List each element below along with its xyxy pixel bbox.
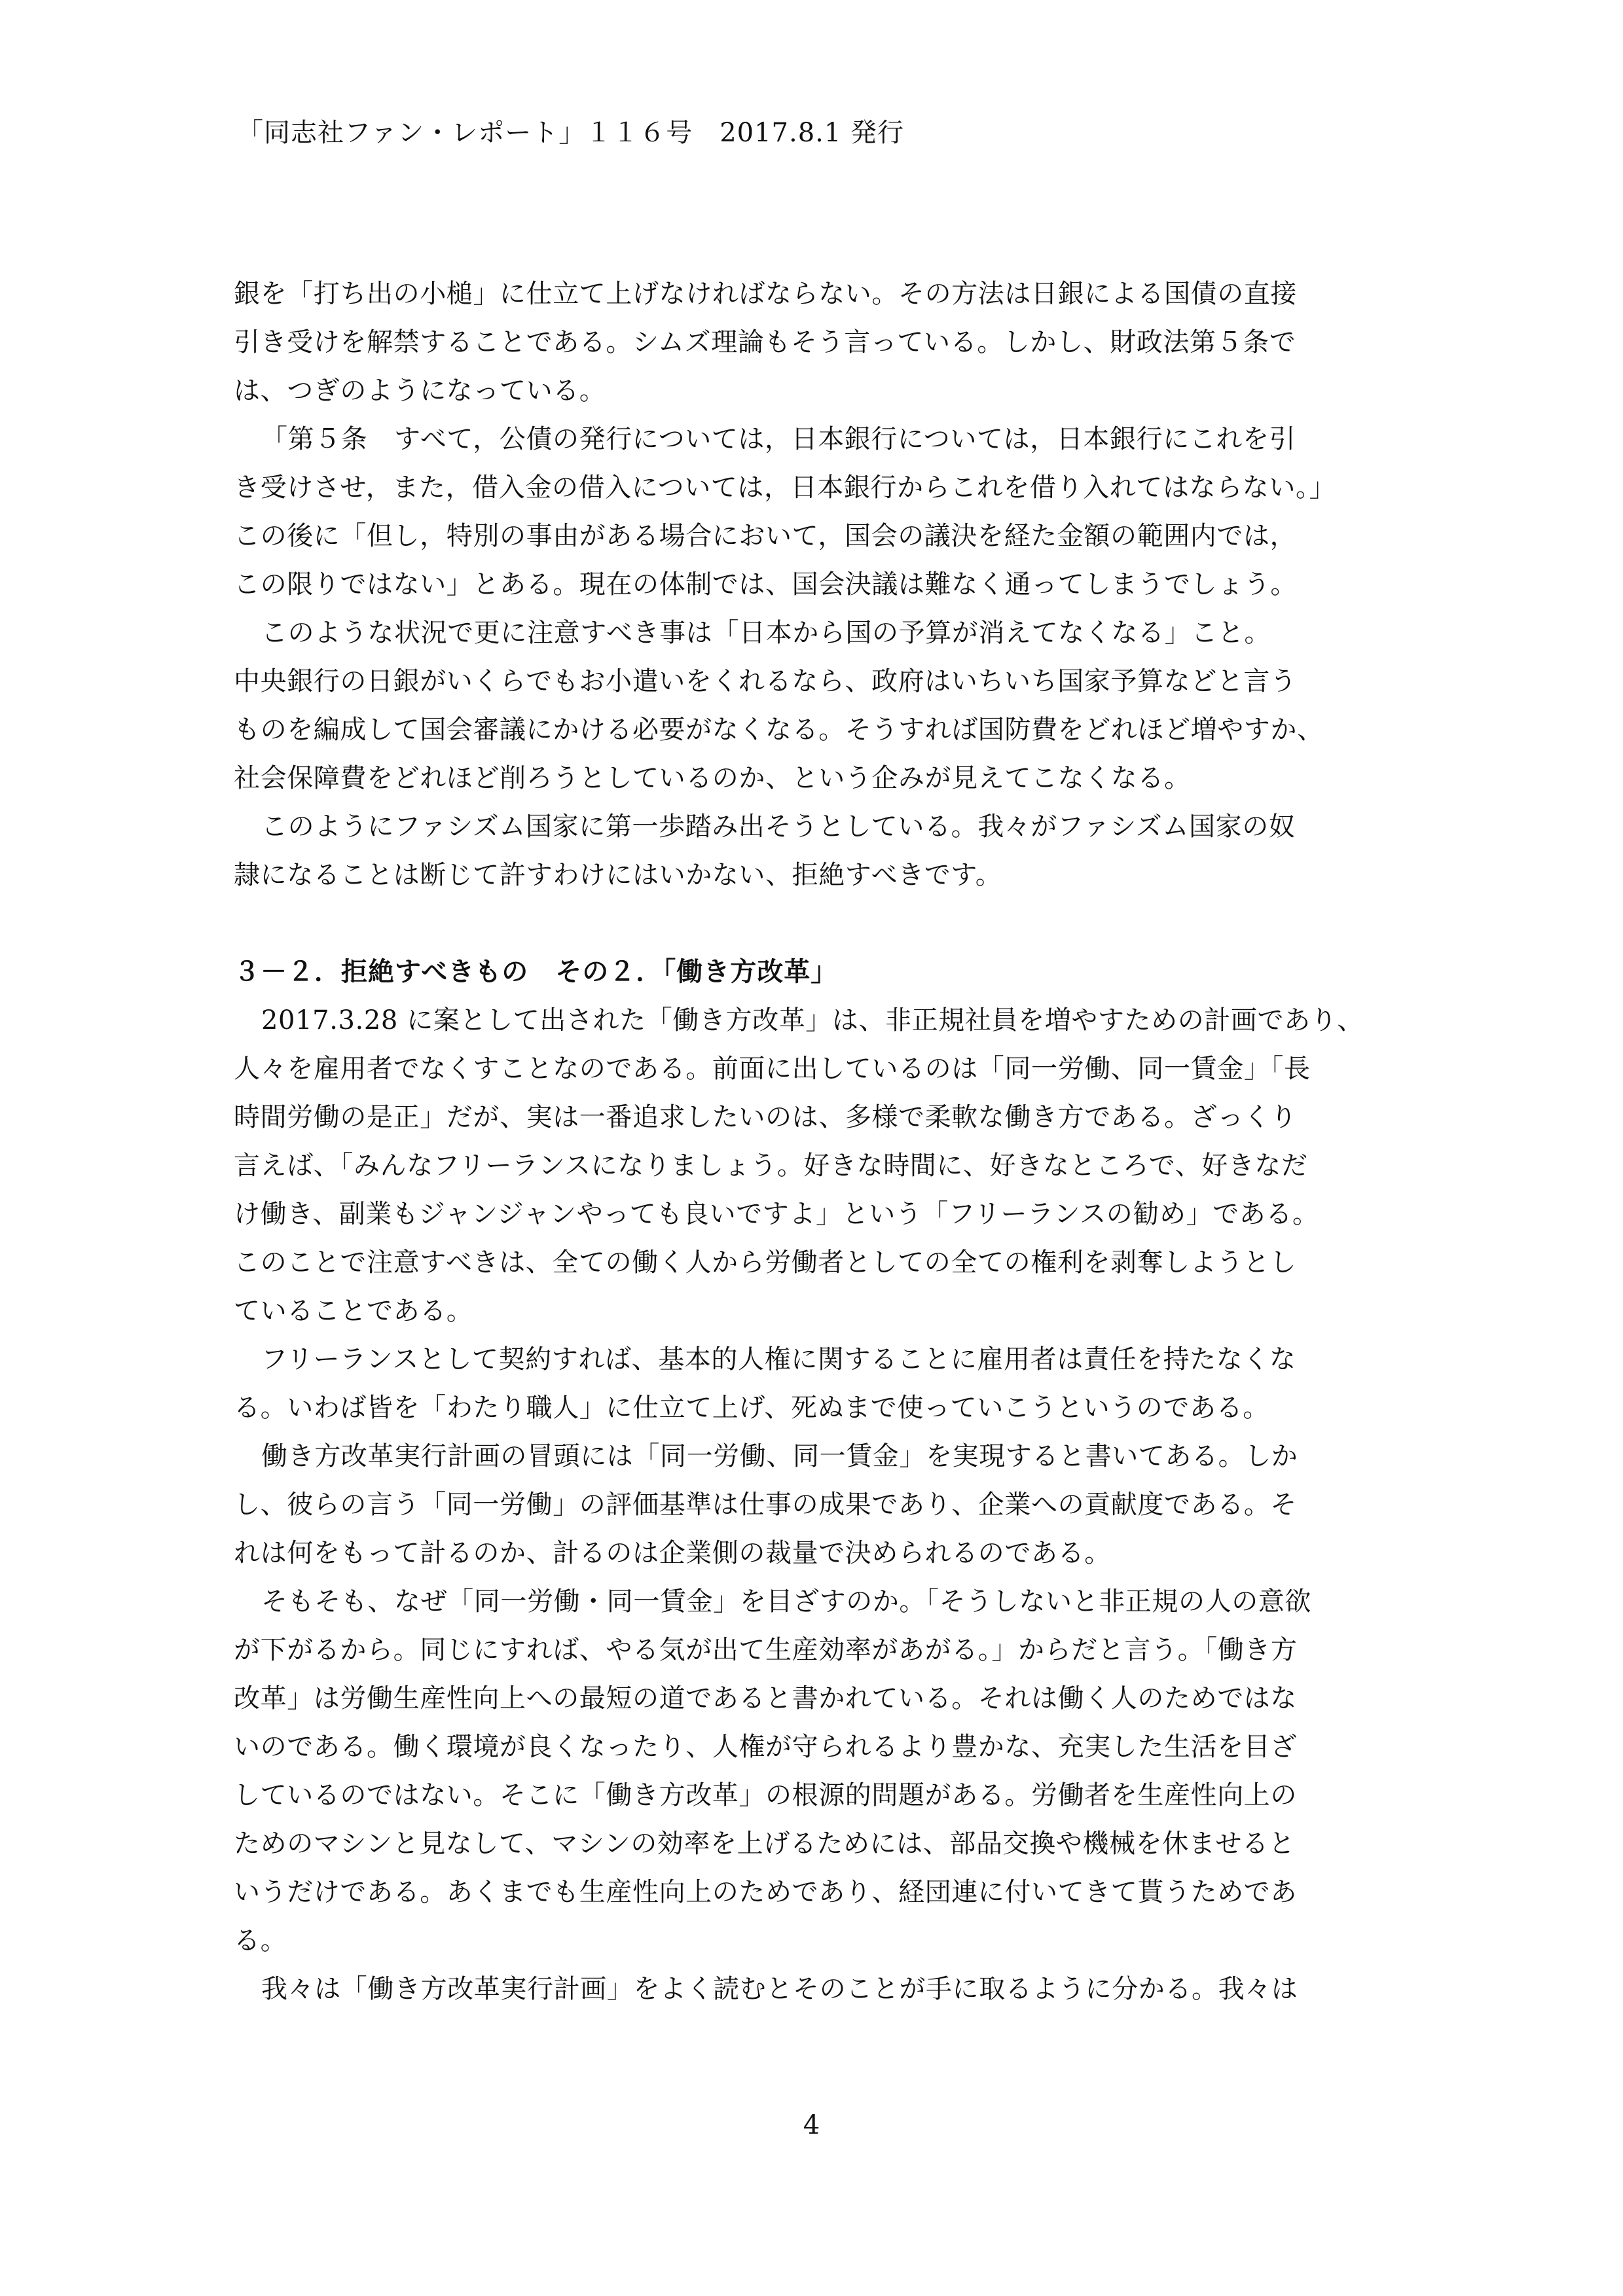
text-line: 改革」は労働生産性向上への最短の道であると書かれている。それは働く人のためではな <box>234 1683 1297 1713</box>
text-line: いうだけである。あくまでも生産性向上のためであり、経団連に付いてきて貰うためであ <box>234 1877 1297 1907</box>
text-line: ためのマシンと見なして、マシンの効率を上げるためには、部品交換や機械を休ませると <box>234 1829 1296 1859</box>
text-line: この後に「但し，特別の事由がある場合において，国会の議決を経た金額の範囲内では， <box>234 521 1297 551</box>
text-line: れは何をもって計るのか、計るのは企業側の裁量で決められるのである。 <box>234 1538 1111 1568</box>
text-line: フリーランスとして契約すれば、基本的人権に関することに雇用者は責任を持たなくな <box>261 1344 1296 1374</box>
text-line: このような状況で更に注意すべき事は「日本から国の予算が消えてなくなる」こと。 <box>261 618 1271 648</box>
text-line: け働き、副業もジャンジャンやっても良いですよ」という「フリーランスの勧め」である。 <box>234 1199 1319 1229</box>
text-line: この限りではない」とある。現在の体制では、国会決議は難なく通ってしまうでしょう。 <box>234 569 1297 600</box>
text-line: このことで注意すべきは、全ての働く人から労働者としての全ての権利を剥奪しようとし <box>234 1247 1297 1278</box>
quoted-law-line: 「第５条 すべて，公債の発行については，日本銀行については，日本銀行にこれを引 <box>261 424 1296 454</box>
page-header: 「同志社ファン・レポート」１１６号 2017.8.1 発行 <box>237 118 905 148</box>
document-body <box>234 270 1399 2013</box>
text-line: 言えば、「みんなフリーランスになりましょう。好きな時間に、好きなところで、好きなだ <box>234 1151 1308 1181</box>
text-line: ものを編成して国会審議にかける必要がなくなる。そうすれば国防費をどれほど増やすか、 <box>234 715 1324 745</box>
section-heading: ３－２．拒絶すべきもの その２．「働き方改革」 <box>234 956 838 987</box>
text-line: 時間労働の是正」だが、実は一番追求したいのは、多様で柔軟な働き方である。ざっくり <box>234 1102 1297 1132</box>
text-line: が下がるから。同じにすれば、やる気が出て生産効率があがる。」からだと言う。「働き方 <box>234 1635 1298 1665</box>
text-line: 働き方改革実行計画の冒頭には「同一労働、同一賃金」を実現すると書いてある。しか <box>261 1441 1298 1471</box>
text-line: 2017.3.28 に案として出された「働き方改革」は、非正規社員を増やすための計画であり、 <box>261 1005 1364 1035</box>
text-line: 引き受けを解禁することである。シムズ理論もそう言っている。しかし、財政法第５条で <box>234 327 1296 357</box>
text-line: このようにファシズム国家に第一歩踏み出そうとしている。我々がファシズム国家の奴 <box>261 812 1296 842</box>
text-line: そもそも、なぜ「同一労働・同一賃金」を目ざすのか。「そうしないと非正規の人の意欲 <box>261 1587 1311 1617</box>
quoted-law-line: き受けさせ，また，借入金の借入については，日本銀行からこれを借り入れてはならない。」 <box>234 473 1336 503</box>
text-line: 銀を「打ち出の小槌」に仕立て上げなければならない。その方法は日銀による国債の直接 <box>234 279 1297 309</box>
blank-line <box>234 899 1399 948</box>
page-number: 4 <box>803 2110 820 2140</box>
text-line: いのである。働く環境が良くなったり、人権が守られるより豊かな、充実した生活を目ざ <box>234 1732 1297 1762</box>
text-line: 我々は「働き方改革実行計画」をよく読むとそのことが手に取るように分かる。我々は <box>261 1974 1298 2004</box>
text-line: る。いわば皆を「わたり職人」に仕立て上げ、死ぬまで使っていこうというのである。 <box>234 1393 1269 1423</box>
text-line: る。 <box>234 1926 287 1956</box>
text-line: は、つぎのようになっている。 <box>234 376 606 406</box>
text-line: 社会保障費をどれほど削ろうとしているのか、という企みが見えてこなくなる。 <box>234 763 1191 793</box>
text-line: 隷になることは断じて許すわけにはいかない、拒絶すべきです。 <box>234 860 1002 890</box>
text-line: し、彼らの言う「同一労働」の評価基準は仕事の成果であり、企業への貢献度である。そ <box>234 1490 1297 1520</box>
text-line: ていることである。 <box>234 1296 473 1326</box>
text-line: しているのではない。そこに「働き方改革」の根源的問題がある。労働者を生産性向上の <box>234 1780 1297 1810</box>
text-line: 人々を雇用者でなくすことなのである。前面に出しているのは「同一労働、同一賃金」「長 <box>234 1054 1311 1084</box>
text-line: 中央銀行の日銀がいくらでもお小遣いをくれるなら、政府はいちいち国家予算などと言う <box>234 666 1297 696</box>
